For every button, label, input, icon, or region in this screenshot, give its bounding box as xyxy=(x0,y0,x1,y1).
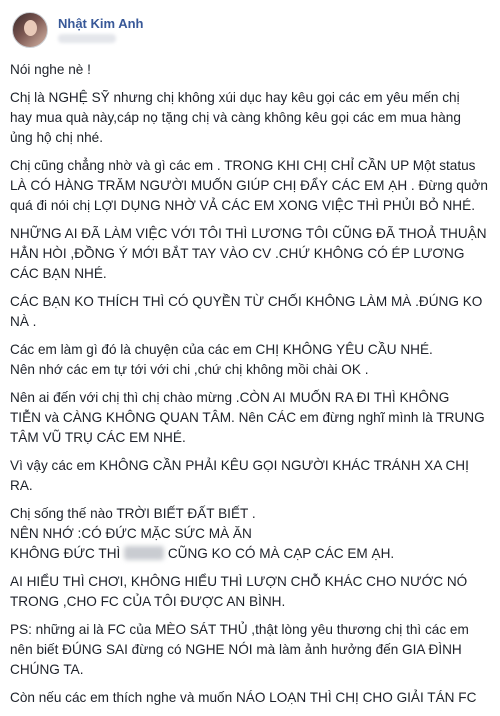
text-line: NÀ . xyxy=(10,314,37,329)
paragraph xyxy=(10,620,490,680)
post-header xyxy=(12,10,488,50)
paragraph xyxy=(10,224,490,284)
text-line: LÀ CÓ HÀNG TRĂM NGƯỜI MUỐN GIÚP CHỊ ĐẨY CÁC EM ẠH . Đừng quởn xyxy=(10,178,488,193)
text-line: Chị cũng chẳng nhờ và gì các em . TRONG KHI CHỊ CHỈ CẦN UP Một status xyxy=(10,158,476,173)
text-line: Vì vậy các em KHÔNG CẦN PHẢI KÊU GỌI NGƯỜI KHÁC TRÁNH XA CHỊ xyxy=(10,458,469,473)
paragraph xyxy=(10,456,490,496)
paragraph xyxy=(10,292,490,332)
text-line: Nên nhớ các em tự tới với chi ,chứ chị không mồi chài OK . xyxy=(10,362,369,377)
text-line: TRONG ,CHO FC CỦA TÔI ĐƯỢC AN BÌNH. xyxy=(10,594,286,609)
text-line: Chị là NGHỆ SỸ nhưng chị không xúi dục hay kêu gọi các em yêu mến chị xyxy=(10,90,460,105)
text-line: Còn nếu các em thích nghe và muốn NÁO LOẠN THÌ CHỊ CHO GIẢI TÁN FC xyxy=(10,690,477,705)
text-line: TÂM VŨ TRỤ CÁC EM NHÉ. xyxy=(10,430,186,445)
censored-line xyxy=(10,544,490,564)
censored-word-blur xyxy=(124,546,164,560)
censored-line-start: KHÔNG ĐỨC THÌ xyxy=(10,546,125,561)
text-line: Nói nghe nè ! xyxy=(10,62,91,77)
text-line: AI HIỂU THÌ CHƠI, KHÔNG HIỂU THÌ LƯỢN CHỖ KHÁC CHO NƯỚC NÓ xyxy=(10,574,468,589)
text-line: nên biết ĐÚNG SAI đừng có NGHE NÓI mà làm ảnh hưởng đến GIA ĐÌNH xyxy=(10,642,462,657)
censored-line-end: CŨNG KO CÓ MÀ CẠP CÁC EM ẠH. xyxy=(164,546,395,561)
text-line: CÁC BẠN NHÉ. xyxy=(10,266,107,281)
text-line: Nên ai đến với chị thì chị chào mừng .CÒN AI MUỐN RA ĐI THÌ KHÔNG xyxy=(10,390,450,405)
paragraph xyxy=(10,388,490,448)
text-line: CHÚNG TA. xyxy=(10,662,84,677)
text-line: CÁC BẠN KO THÍCH THÌ CÓ QUYỀN TỪ CHỐI KHÔNG LÀM MÀ .ĐÚNG KO xyxy=(10,294,483,309)
text-line: TIỄN và CÀNG KHÔNG QUAN TÂM. Nên CÁC em đừng nghĩ mình là TRUNG xyxy=(10,410,485,425)
author-name[interactable]: Nhật Kim Anh xyxy=(58,16,144,31)
text-line: RA. xyxy=(10,478,33,493)
blurred-timestamp xyxy=(58,34,116,43)
paragraph xyxy=(10,340,490,380)
text-line: quá đi nói chị LỢI DỤNG NHỜ VẢ CÁC EM XONG VIỆC THÌ PHỦI BỎ NHÉ. xyxy=(10,198,475,213)
avatar[interactable] xyxy=(12,12,48,48)
text-line: hay mua quà này,cáp nọ tặng chị và càng không kêu gọi các em mua hàng xyxy=(10,110,461,125)
post-body xyxy=(10,60,490,716)
text-line: HẲN HÒI ,ĐỒNG Ý MỚI BẮT TAY VÀO CV .CHỨ KHÔNG CÓ ÉP LƯƠNG xyxy=(10,246,465,261)
paragraph xyxy=(10,156,490,216)
text-line: NHỮNG AI ĐÃ LÀM VIỆC VỚI TÔI THÌ LƯƠNG TÔI CŨNG ĐÃ THOẢ THUẬN xyxy=(10,226,487,241)
text-line: Các em làm gì đó là chuyện của các em CHỊ KHÔNG YÊU CẦU NHÉ. xyxy=(10,342,433,357)
paragraph xyxy=(10,572,490,612)
paragraph xyxy=(10,504,490,564)
paragraph xyxy=(10,60,490,80)
paragraph xyxy=(10,88,490,148)
text-line: ủng hộ chị nhé. xyxy=(10,130,103,145)
text-line: PS: những ai là FC của MÈO SÁT THỦ ,thật lòng yêu thương chị thì các em xyxy=(10,622,469,637)
text-line: NÊN NHỚ :CÓ ĐỨC MẶC SỨC MÀ ĂN xyxy=(10,526,252,541)
paragraph xyxy=(10,688,490,708)
text-line: Chị sống thế nào TRỜI BIẾT ĐẤT BIẾT . xyxy=(10,506,256,521)
